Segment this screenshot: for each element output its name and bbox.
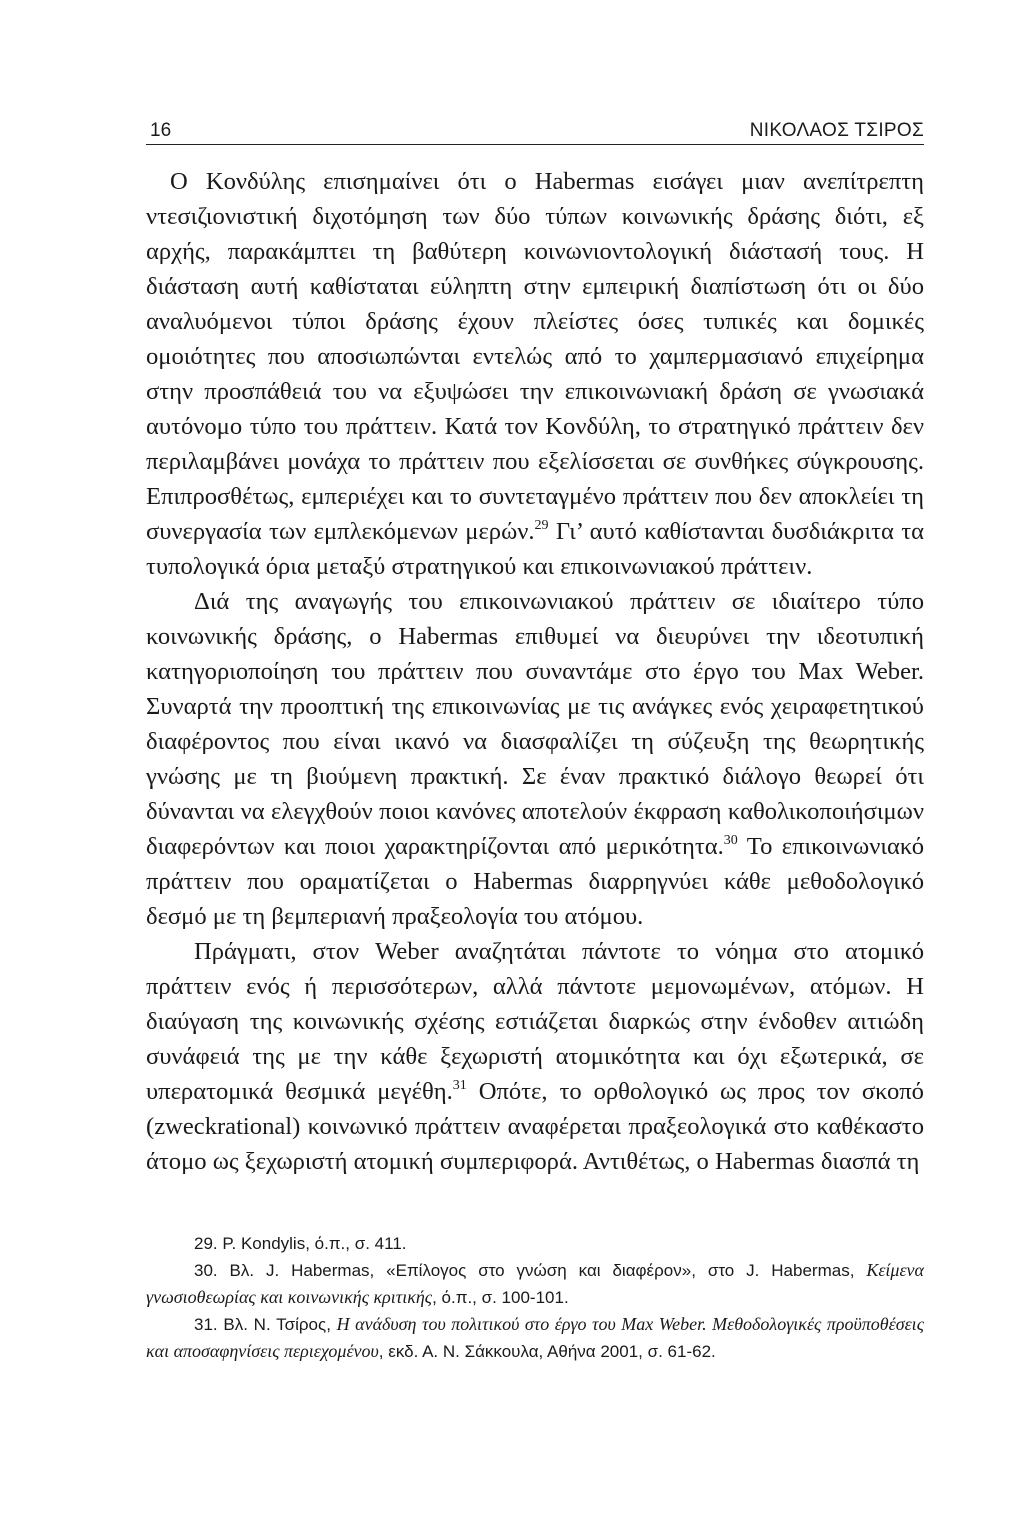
footnote-ref-31: 31 [452,1078,467,1093]
footnotes [146,1230,924,1365]
paragraph-1-text-a: Ο Κονδύλης επισημαίνει ότι ο Habermas εισάγει μιαν ανεπίτρεπτη ντεσιζιονιστική διχοτόμηση των δύο τύπων κοινωνικής δράσης διότι, εξ αρχής, παρακάμπτει τη βαθύτερη κοινωνιοντολογική διάστασή τους. Η διάσταση αυτή καθίσταται εύληπτη στην εμπειρική διαπίστωση ότι οι δύο αναλυόμενοι τύποι δράσης έχουν πλείστες όσες τυπικές και δομικές ομοιότητες που αποσιωπώνται εντελώς από το χαμπερμασιανό επιχείρημα στην προσπάθειά του να εξυψώσει την επικοινωνιακή δράση σε γνωσιακά αυτόνομο τύπο του πράττειν. Κατά τον Κονδύλη, το στρατηγικό πράττειν δεν περιλαμβάνει μονάχα το πράττειν που εξελίσσεται σε συνθήκες σύγκρουσης. Επιπροσθέτως, εμπεριέχει και το συντεταγμένο πράττειν που δεν αποκλείει τη συνεργασία των εμπλεκόμενων μερών. [146,168,924,545]
paragraph-3 [146,934,924,1179]
footnote-31-text-b: , εκδ. Α. Ν. Σάκκουλα, Αθήνα 2001, σ. 61-62. [378,1342,716,1361]
main-text [146,164,924,1179]
footnote-30-title: Κείμενα γνωσιοθεωρίας και κοινωνικής κριτικής [146,1260,924,1307]
footnote-ref-29: 29 [534,518,549,533]
paragraph-1-text-b: Γι’ αυτό καθίστανται δυσδιάκριτα τα τυπολογικά όρια μεταξύ στρατηγικού και επικοινωνιακού πράττειν. [146,518,924,580]
running-header [146,108,924,145]
paragraph-2-text-a: Διά της αναγωγής του επικοινωνιακού πράττειν σε ιδιαίτερο τύπο κοινωνικής δράσης, ο Habermas επιθυμεί να διευρύνει την ιδεοτυπική κατηγοριοποίηση του πράττειν που συναντάμε στο έργο του Max Weber. Συναρτά την προοπτική της επικοινωνίας με τις ανάγκες ενός χειραφετητικού διαφέροντος που είναι ικανό να διασφαλίζει τη σύζευξη της θεωρητικής γνώσης με τη βιούμενη πρακτική. Σε έναν πρακτικό διάλογο θεωρεί ότι δύνανται να ελεγχθούν ποιοι κανόνες αποτελούν έκφραση καθολικοποιήσιμων διαφερόντων και ποιοι χαρακτηρίζονται από μερικότητα. [146,588,924,860]
footnote-30-text-a: 30. Βλ. J. Habermas, «Επίλογος στο γνώση και διαφέρον», στο J. Habermas, [194,1261,867,1280]
footnote-30-text-b: , ό.π., σ. 100-101. [432,1288,569,1307]
running-header-author: ΝΙΚΟΛΑΟΣ ΤΣΙΡΟΣ [749,120,924,141]
footnote-29: 29. P. Kondylis, ό.π., σ. 411. [194,1234,407,1253]
paragraph-2 [146,584,924,934]
footnote-31-title: Η ανάδυση του πολιτικού στο έργο του Max Weber. Μεθοδολογικές προϋποθέσεις και αποσαφηνίσεις περιεχομένου [146,1314,924,1361]
footnote-31 [146,1311,924,1365]
footnote-ref-30: 30 [723,833,738,848]
footnote-31-text-a: 31. Βλ. Ν. Τσίρος, [194,1315,337,1334]
paragraph-1 [146,164,924,584]
paragraph-3-text-a: Πράγματι, στον Weber αναζητάται πάντοτε το νόημα στο ατομικό πράττειν ενός ή περισσότερων, αλλά πάντοτε μεμονωμένων, ατόμων. Η διαύγαση της κοινωνικής σχέσης εστιάζεται διαρκώς στην ένδοθεν αιτιώδη συνάφειά της με την κάθε ξεχωριστή ατομικότητα και όχι εξωτερικά, σε υπερατομικά θεσμικά μεγέθη. [146,938,924,1105]
paragraph-2-text-b: Το επικοινωνιακό πράττειν που οραματίζεται ο Habermas διαρρηγνύει κάθε μεθοδολογικό δεσμό με τη βεμπεριανή πραξεολογία του ατόμου. [146,833,924,930]
page-number: 16 [150,120,172,141]
footnote-30 [146,1257,924,1311]
paragraph-3-text-b: Οπότε, το ορθολογικό ως προς τον σκοπό (zweckrational) κοινωνικό πράττειν αναφέρεται πραξεολογικά στο καθέκαστο άτομο ως ξεχωριστή ατομική συμπεριφορά. Αντιθέτως, ο Habermas διασπά τη [146,1078,924,1175]
